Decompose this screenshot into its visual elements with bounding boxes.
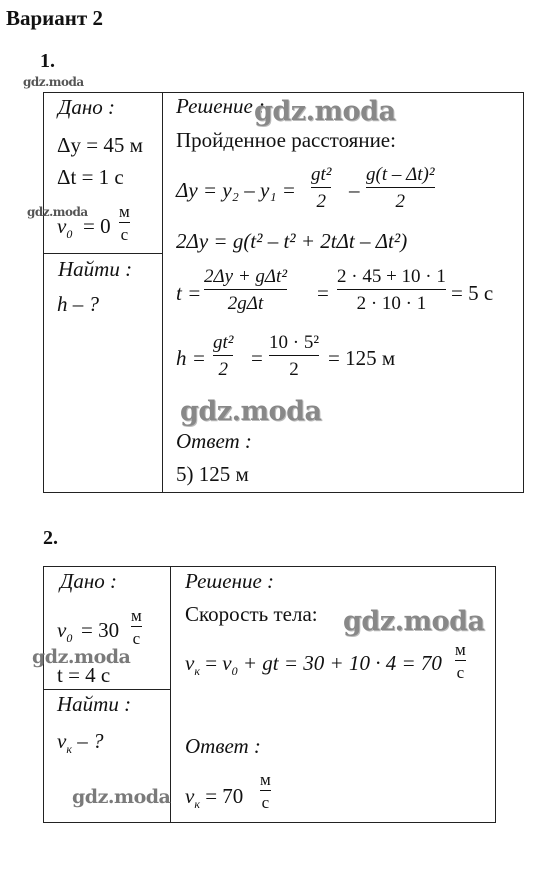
task1-eq3-result: = 5 с xyxy=(451,281,494,305)
task2-column-divider xyxy=(170,566,171,823)
task1-solution-label: Решение : xyxy=(176,94,266,118)
task2-given-v0-symbol: $v_0$ xyxy=(57,618,73,646)
task1-eq4-lhs: h = xyxy=(176,346,206,370)
task1-eq1-fraction2: g(t – Δt)² 2 xyxy=(366,164,435,212)
task1-given-find-divider xyxy=(43,253,162,254)
watermark: gdz.moda xyxy=(32,646,131,668)
task1-eq3-fraction1: 2Δy + gΔt² 2gΔt xyxy=(204,266,288,314)
task1-eq1-fraction1: gt² 2 xyxy=(311,164,332,212)
task1-given-v0-value: = 0 xyxy=(83,214,111,238)
watermark: gdz.moda xyxy=(23,75,84,89)
task2-given-find-divider xyxy=(43,689,170,690)
task2-given-t: t = 4 с xyxy=(57,663,111,687)
task2-find-v: $v_к$ – ? xyxy=(57,729,104,757)
task1-find-h: h – ? xyxy=(57,292,99,316)
task2-speed-label: Скорость тела: xyxy=(185,602,318,626)
task1-eq3-equals: = xyxy=(317,281,329,305)
task2-given-v0-unit: м с xyxy=(131,606,142,648)
task1-eq3-lhs: t = xyxy=(176,281,202,305)
task1-answer: 5) 125 м xyxy=(176,462,249,486)
task1-given-v0-symbol: $v_0$ xyxy=(57,214,73,242)
task2-eq1: $v_к = v_0$ + gt = 30 + 10 · 4 = 70 xyxy=(185,651,442,679)
task1-distance-label: Пройденное расстояние: xyxy=(176,128,396,152)
task1-column-divider xyxy=(162,92,163,493)
task1-given-v0-unit: м с xyxy=(119,202,130,244)
task1-find-label: Найти : xyxy=(58,257,133,281)
task2-given-v0-value: = 30 xyxy=(81,618,120,642)
task1-eq3-fraction2: 2 · 45 + 10 · 1 2 · 10 · 1 xyxy=(337,266,446,314)
task1-eq4-fraction2: 10 · 5² 2 xyxy=(269,332,320,380)
watermark: gdz.moda xyxy=(254,96,396,127)
task1-eq1-lhs: Δy = y₂ – y₁ = xyxy=(176,178,296,202)
task2-number: 2. xyxy=(43,527,58,549)
task1-eq2: 2Δy = g(t² – t² + 2tΔt – Δt²) xyxy=(176,229,408,253)
task2-given-label: Дано : xyxy=(60,569,118,593)
task1-given-dt: Δt = 1 с xyxy=(57,165,124,189)
watermark: gdz.moda xyxy=(343,606,485,637)
task2-answer: $v_к = 70$ xyxy=(185,784,244,812)
task2-eq1-unit: м с xyxy=(455,640,466,682)
task1-eq4-result: = 125 м xyxy=(328,346,396,370)
task2-answer-label: Ответ : xyxy=(185,734,261,758)
task2-find-label: Найти : xyxy=(57,692,132,716)
task1-eq4-equals: = xyxy=(251,346,263,370)
watermark: gdz.moda xyxy=(72,786,171,808)
watermark: gdz.moda xyxy=(27,205,88,219)
task2-solution-label: Решение : xyxy=(185,569,275,593)
page-title: Вариант 2 xyxy=(6,6,103,30)
task1-eq1-minus: – xyxy=(349,178,360,202)
task1-given-label: Дано : xyxy=(58,95,116,119)
watermark: gdz.moda xyxy=(180,396,322,427)
task1-given-dy: Δy = 45 м xyxy=(57,133,143,157)
task1-eq4-fraction1: gt² 2 xyxy=(213,332,234,380)
task2-answer-unit: м с xyxy=(260,770,271,812)
task1-answer-label: Ответ : xyxy=(176,429,252,453)
task1-number: 1. xyxy=(40,50,55,72)
